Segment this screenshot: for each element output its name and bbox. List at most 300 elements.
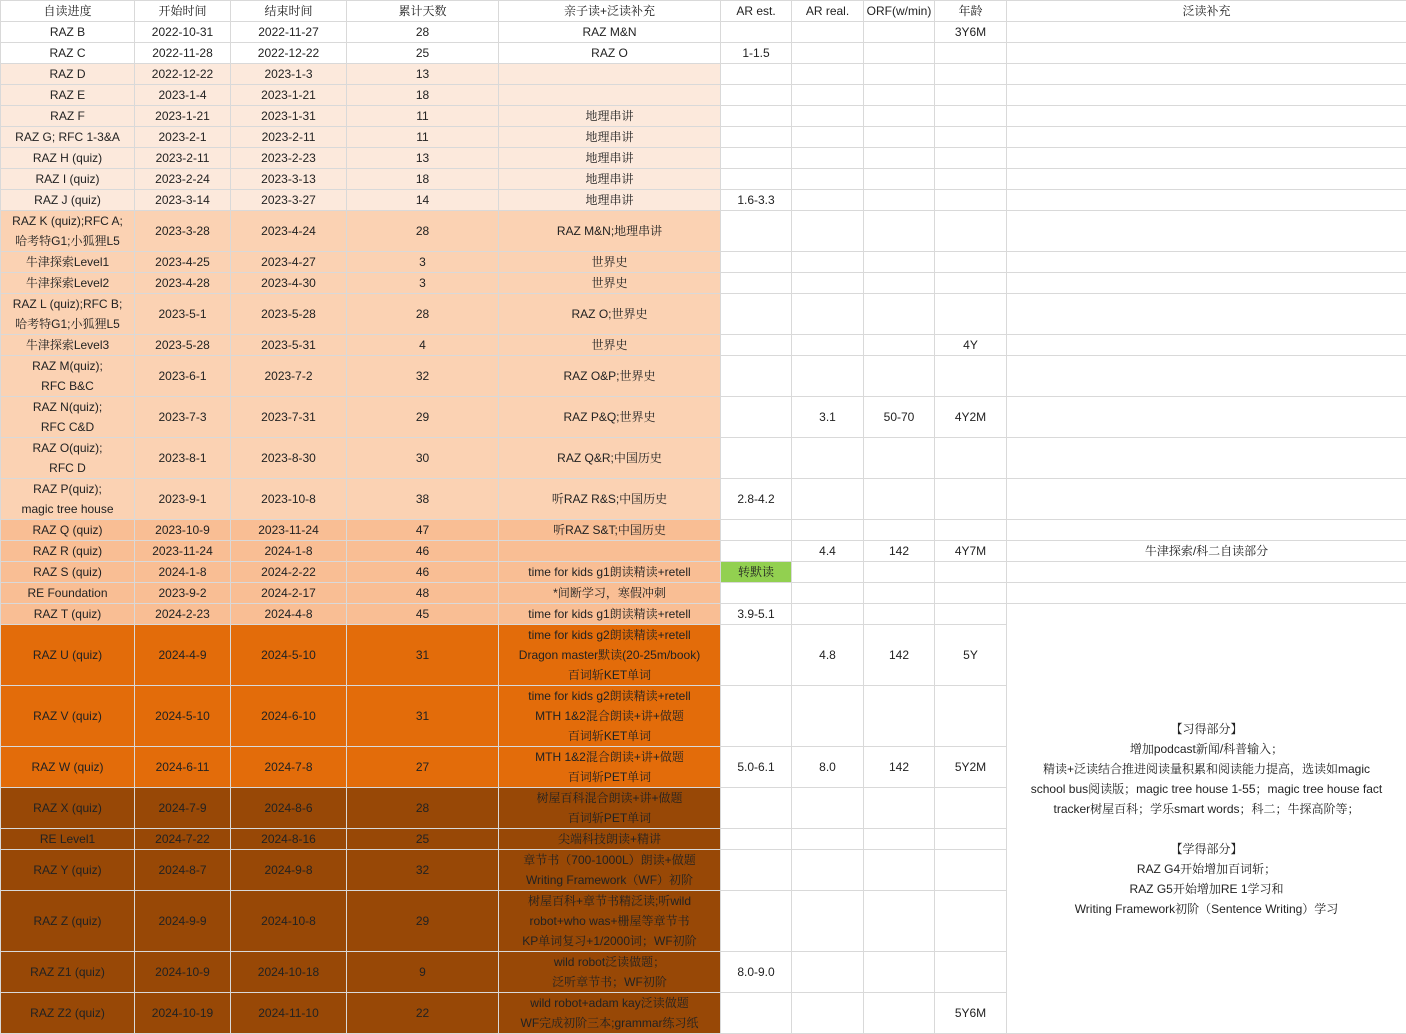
cell-orf[interactable]: 142 bbox=[864, 747, 935, 788]
cell-start[interactable]: 2023-2-24 bbox=[135, 169, 231, 190]
cell-days[interactable]: 28 bbox=[347, 294, 499, 335]
cell-extra[interactable] bbox=[1007, 273, 1406, 294]
cell-supplement[interactable]: 地理串讲 bbox=[499, 190, 721, 211]
cell-ar-real[interactable] bbox=[792, 190, 864, 211]
cell-age[interactable] bbox=[935, 788, 1007, 829]
cell-ar-real[interactable] bbox=[792, 562, 864, 583]
cell-ar-real[interactable] bbox=[792, 829, 864, 850]
cell-orf[interactable] bbox=[864, 294, 935, 335]
cell-progress[interactable]: 牛津探索Level3 bbox=[1, 335, 135, 356]
cell-progress[interactable]: RAZ Z1 (quiz) bbox=[1, 952, 135, 993]
cell-age[interactable] bbox=[935, 211, 1007, 252]
cell-start[interactable]: 2023-3-28 bbox=[135, 211, 231, 252]
cell-orf[interactable] bbox=[864, 273, 935, 294]
cell-start[interactable]: 2023-11-24 bbox=[135, 541, 231, 562]
header-cell-supplement[interactable]: 亲子读+泛读补充 bbox=[499, 1, 721, 22]
cell-ar-real[interactable] bbox=[792, 438, 864, 479]
cell-progress[interactable]: RAZ B bbox=[1, 22, 135, 43]
cell-progress[interactable]: RAZ X (quiz) bbox=[1, 788, 135, 829]
cell-supplement[interactable]: RAZ M&N;地理串讲 bbox=[499, 211, 721, 252]
cell-ar-real[interactable] bbox=[792, 356, 864, 397]
cell-end[interactable]: 2024-4-8 bbox=[231, 604, 347, 625]
cell-days[interactable]: 14 bbox=[347, 190, 499, 211]
cell-days[interactable]: 28 bbox=[347, 211, 499, 252]
cell-ar-real[interactable]: 4.4 bbox=[792, 541, 864, 562]
cell-progress[interactable]: RAZ Z2 (quiz) bbox=[1, 993, 135, 1034]
cell-days[interactable]: 29 bbox=[347, 891, 499, 952]
cell-orf[interactable] bbox=[864, 356, 935, 397]
cell-ar-est[interactable]: 8.0-9.0 bbox=[721, 952, 792, 993]
cell-extra[interactable] bbox=[1007, 85, 1406, 106]
cell-extra[interactable] bbox=[1007, 397, 1406, 438]
cell-progress[interactable]: 牛津探索Level2 bbox=[1, 273, 135, 294]
cell-days[interactable]: 11 bbox=[347, 106, 499, 127]
cell-end[interactable]: 2023-4-27 bbox=[231, 252, 347, 273]
cell-days[interactable]: 13 bbox=[347, 64, 499, 85]
cell-ar-est[interactable] bbox=[721, 148, 792, 169]
cell-orf[interactable] bbox=[864, 562, 935, 583]
cell-orf[interactable]: 50-70 bbox=[864, 397, 935, 438]
cell-orf[interactable] bbox=[864, 520, 935, 541]
cell-supplement[interactable]: RAZ O;世界史 bbox=[499, 294, 721, 335]
cell-ar-est[interactable] bbox=[721, 335, 792, 356]
cell-age[interactable] bbox=[935, 356, 1007, 397]
cell-progress[interactable]: RAZ M(quiz); RFC B&C bbox=[1, 356, 135, 397]
cell-progress[interactable]: RAZ E bbox=[1, 85, 135, 106]
cell-age[interactable] bbox=[935, 294, 1007, 335]
cell-progress[interactable]: RAZ F bbox=[1, 106, 135, 127]
cell-start[interactable]: 2024-6-11 bbox=[135, 747, 231, 788]
cell-end[interactable]: 2023-2-23 bbox=[231, 148, 347, 169]
cell-end[interactable]: 2024-5-10 bbox=[231, 625, 347, 686]
cell-ar-real[interactable]: 3.1 bbox=[792, 397, 864, 438]
cell-orf[interactable] bbox=[864, 148, 935, 169]
cell-start[interactable]: 2024-2-23 bbox=[135, 604, 231, 625]
cell-ar-real[interactable] bbox=[792, 520, 864, 541]
cell-ar-real[interactable] bbox=[792, 952, 864, 993]
cell-extra[interactable] bbox=[1007, 520, 1406, 541]
cell-days[interactable]: 3 bbox=[347, 273, 499, 294]
cell-progress[interactable]: RAZ V (quiz) bbox=[1, 686, 135, 747]
cell-progress[interactable]: RAZ G; RFC 1-3&A bbox=[1, 127, 135, 148]
cell-extra[interactable] bbox=[1007, 64, 1406, 85]
cell-ar-est[interactable] bbox=[721, 169, 792, 190]
cell-extra[interactable] bbox=[1007, 438, 1406, 479]
cell-orf[interactable] bbox=[864, 479, 935, 520]
cell-end[interactable]: 2023-4-24 bbox=[231, 211, 347, 252]
cell-progress[interactable]: RAZ U (quiz) bbox=[1, 625, 135, 686]
cell-supplement[interactable]: time for kids g2朗读精读+retell MTH 1&2混合朗读+讲+做题 百词斩KET单词 bbox=[499, 686, 721, 747]
cell-age[interactable]: 4Y7M bbox=[935, 541, 1007, 562]
cell-ar-real[interactable] bbox=[792, 64, 864, 85]
cell-start[interactable]: 2024-4-9 bbox=[135, 625, 231, 686]
cell-orf[interactable] bbox=[864, 583, 935, 604]
cell-days[interactable]: 31 bbox=[347, 686, 499, 747]
cell-progress[interactable]: RAZ P(quiz); magic tree house bbox=[1, 479, 135, 520]
cell-ar-real[interactable] bbox=[792, 127, 864, 148]
cell-days[interactable]: 9 bbox=[347, 952, 499, 993]
cell-supplement[interactable]: 地理串讲 bbox=[499, 169, 721, 190]
cell-days[interactable]: 18 bbox=[347, 85, 499, 106]
cell-orf[interactable] bbox=[864, 211, 935, 252]
cell-supplement[interactable]: 树屋百科+章节书精泛读;听wild robot+who was+栅屋等章节书 KP单词复习+1/2000词；WF初阶 bbox=[499, 891, 721, 952]
cell-supplement[interactable]: *间断学习，寒假冲刺 bbox=[499, 583, 721, 604]
cell-start[interactable]: 2022-10-31 bbox=[135, 22, 231, 43]
cell-start[interactable]: 2022-12-22 bbox=[135, 64, 231, 85]
cell-end[interactable]: 2024-6-10 bbox=[231, 686, 347, 747]
cell-ar-est[interactable]: 2.8-4.2 bbox=[721, 479, 792, 520]
cell-age[interactable] bbox=[935, 273, 1007, 294]
cell-orf[interactable] bbox=[864, 169, 935, 190]
cell-orf[interactable] bbox=[864, 106, 935, 127]
cell-start[interactable]: 2024-5-10 bbox=[135, 686, 231, 747]
cell-supplement[interactable]: wild robot泛读做题； 泛听章节书；WF初阶 bbox=[499, 952, 721, 993]
cell-ar-est[interactable] bbox=[721, 127, 792, 148]
cell-ar-est[interactable] bbox=[721, 252, 792, 273]
cell-orf[interactable]: 142 bbox=[864, 625, 935, 686]
cell-end[interactable]: 2023-7-31 bbox=[231, 397, 347, 438]
cell-progress[interactable]: 牛津探索Level1 bbox=[1, 252, 135, 273]
cell-progress[interactable]: RE Foundation bbox=[1, 583, 135, 604]
cell-ar-real[interactable]: 4.8 bbox=[792, 625, 864, 686]
cell-supplement[interactable]: time for kids g1朗读精读+retell bbox=[499, 604, 721, 625]
header-cell-days[interactable]: 累计天数 bbox=[347, 1, 499, 22]
cell-end[interactable]: 2024-10-8 bbox=[231, 891, 347, 952]
cell-ar-est[interactable] bbox=[721, 294, 792, 335]
cell-days[interactable]: 11 bbox=[347, 127, 499, 148]
cell-extra[interactable] bbox=[1007, 335, 1406, 356]
cell-age[interactable] bbox=[935, 604, 1007, 625]
cell-supplement[interactable]: 世界史 bbox=[499, 273, 721, 294]
cell-start[interactable]: 2024-7-9 bbox=[135, 788, 231, 829]
cell-start[interactable]: 2024-9-9 bbox=[135, 891, 231, 952]
cell-end[interactable]: 2023-3-13 bbox=[231, 169, 347, 190]
cell-extra[interactable] bbox=[1007, 562, 1406, 583]
cell-end[interactable]: 2024-8-16 bbox=[231, 829, 347, 850]
cell-orf[interactable] bbox=[864, 788, 935, 829]
cell-orf[interactable] bbox=[864, 43, 935, 64]
cell-supplement[interactable]: RAZ Q&R;中国历史 bbox=[499, 438, 721, 479]
cell-age[interactable] bbox=[935, 686, 1007, 747]
cell-ar-real[interactable] bbox=[792, 891, 864, 952]
cell-end[interactable]: 2023-11-24 bbox=[231, 520, 347, 541]
cell-progress[interactable]: RAZ R (quiz) bbox=[1, 541, 135, 562]
cell-days[interactable]: 22 bbox=[347, 993, 499, 1034]
cell-ar-real[interactable] bbox=[792, 148, 864, 169]
cell-supplement[interactable] bbox=[499, 64, 721, 85]
cell-orf[interactable] bbox=[864, 252, 935, 273]
cell-ar-est[interactable] bbox=[721, 520, 792, 541]
cell-orf[interactable] bbox=[864, 335, 935, 356]
cell-supplement[interactable]: 树屋百科混合朗读+讲+做题 百词斩PET单词 bbox=[499, 788, 721, 829]
cell-supplement[interactable]: 听RAZ S&T;中国历史 bbox=[499, 520, 721, 541]
cell-progress[interactable]: RAZ O(quiz); RFC D bbox=[1, 438, 135, 479]
cell-ar-est[interactable] bbox=[721, 356, 792, 397]
cell-start[interactable]: 2024-7-22 bbox=[135, 829, 231, 850]
cell-end[interactable]: 2023-2-11 bbox=[231, 127, 347, 148]
cell-start[interactable]: 2023-3-14 bbox=[135, 190, 231, 211]
cell-end[interactable]: 2024-1-8 bbox=[231, 541, 347, 562]
cell-ar-real[interactable] bbox=[792, 604, 864, 625]
cell-age[interactable] bbox=[935, 85, 1007, 106]
cell-days[interactable]: 46 bbox=[347, 541, 499, 562]
header-cell-end[interactable]: 结束时间 bbox=[231, 1, 347, 22]
cell-age[interactable] bbox=[935, 148, 1007, 169]
cell-ar-est[interactable] bbox=[721, 106, 792, 127]
header-cell-start[interactable]: 开始时间 bbox=[135, 1, 231, 22]
cell-start[interactable]: 2023-9-2 bbox=[135, 583, 231, 604]
header-cell-age[interactable]: 年龄 bbox=[935, 1, 1007, 22]
cell-supplement[interactable]: 地理串讲 bbox=[499, 148, 721, 169]
cell-end[interactable]: 2023-5-31 bbox=[231, 335, 347, 356]
cell-days[interactable]: 25 bbox=[347, 43, 499, 64]
cell-ar-real[interactable] bbox=[792, 43, 864, 64]
cell-progress[interactable]: RAZ L (quiz);RFC B; 哈考特G1;小狐狸L5 bbox=[1, 294, 135, 335]
cell-ar-real[interactable] bbox=[792, 788, 864, 829]
cell-ar-est[interactable] bbox=[721, 583, 792, 604]
cell-age[interactable] bbox=[935, 562, 1007, 583]
cell-age[interactable]: 4Y bbox=[935, 335, 1007, 356]
cell-ar-est[interactable] bbox=[721, 541, 792, 562]
cell-days[interactable]: 13 bbox=[347, 148, 499, 169]
cell-start[interactable]: 2023-4-25 bbox=[135, 252, 231, 273]
cell-start[interactable]: 2023-1-4 bbox=[135, 85, 231, 106]
cell-ar-real[interactable] bbox=[792, 686, 864, 747]
cell-end[interactable]: 2024-8-6 bbox=[231, 788, 347, 829]
cell-extra[interactable]: 牛津探索/科二自读部分 bbox=[1007, 541, 1406, 562]
cell-progress[interactable]: RAZ C bbox=[1, 43, 135, 64]
cell-ar-real[interactable] bbox=[792, 252, 864, 273]
cell-days[interactable]: 27 bbox=[347, 747, 499, 788]
cell-supplement[interactable]: RAZ P&Q;世界史 bbox=[499, 397, 721, 438]
cell-supplement[interactable]: time for kids g2朗读精读+retell Dragon master默读(20-25m/book) 百词斩KET单词 bbox=[499, 625, 721, 686]
cell-orf[interactable] bbox=[864, 829, 935, 850]
cell-ar-est[interactable] bbox=[721, 829, 792, 850]
cell-extra[interactable] bbox=[1007, 252, 1406, 273]
cell-end[interactable]: 2023-10-8 bbox=[231, 479, 347, 520]
cell-supplement[interactable] bbox=[499, 85, 721, 106]
cell-progress[interactable]: RAZ Q (quiz) bbox=[1, 520, 135, 541]
cell-ar-est[interactable] bbox=[721, 686, 792, 747]
cell-end[interactable]: 2023-1-21 bbox=[231, 85, 347, 106]
cell-ar-real[interactable] bbox=[792, 22, 864, 43]
header-cell-progress[interactable]: 自读进度 bbox=[1, 1, 135, 22]
cell-start[interactable]: 2023-1-21 bbox=[135, 106, 231, 127]
cell-start[interactable]: 2023-4-28 bbox=[135, 273, 231, 294]
cell-age[interactable]: 4Y2M bbox=[935, 397, 1007, 438]
cell-supplement[interactable]: RAZ O bbox=[499, 43, 721, 64]
cell-days[interactable]: 31 bbox=[347, 625, 499, 686]
cell-extra[interactable] bbox=[1007, 43, 1406, 64]
cell-progress[interactable]: RAZ K (quiz);RFC A; 哈考特G1;小狐狸L5 bbox=[1, 211, 135, 252]
cell-start[interactable]: 2023-5-1 bbox=[135, 294, 231, 335]
cell-ar-real[interactable] bbox=[792, 273, 864, 294]
cell-ar-est[interactable] bbox=[721, 625, 792, 686]
cell-start[interactable]: 2023-8-1 bbox=[135, 438, 231, 479]
cell-end[interactable]: 2024-9-8 bbox=[231, 850, 347, 891]
cell-supplement[interactable]: wild robot+adam kay泛读做题 WF完成初阶三本;grammar练习纸 bbox=[499, 993, 721, 1034]
cell-days[interactable]: 29 bbox=[347, 397, 499, 438]
header-cell-extra[interactable]: 泛读补充 bbox=[1007, 1, 1406, 22]
cell-progress[interactable]: RAZ T (quiz) bbox=[1, 604, 135, 625]
cell-extra[interactable] bbox=[1007, 190, 1406, 211]
cell-ar-real[interactable] bbox=[792, 850, 864, 891]
cell-orf[interactable] bbox=[864, 22, 935, 43]
cell-orf[interactable] bbox=[864, 190, 935, 211]
cell-supplement[interactable]: 地理串讲 bbox=[499, 127, 721, 148]
cell-days[interactable]: 28 bbox=[347, 22, 499, 43]
cell-ar-est[interactable] bbox=[721, 850, 792, 891]
cell-age[interactable] bbox=[935, 520, 1007, 541]
cell-days[interactable]: 38 bbox=[347, 479, 499, 520]
cell-age[interactable] bbox=[935, 252, 1007, 273]
cell-end[interactable]: 2024-2-17 bbox=[231, 583, 347, 604]
cell-days[interactable]: 25 bbox=[347, 829, 499, 850]
cell-orf[interactable] bbox=[864, 993, 935, 1034]
cell-progress[interactable]: RAZ S (quiz) bbox=[1, 562, 135, 583]
cell-extra[interactable] bbox=[1007, 294, 1406, 335]
cell-start[interactable]: 2023-5-28 bbox=[135, 335, 231, 356]
cell-progress[interactable]: RAZ J (quiz) bbox=[1, 190, 135, 211]
cell-age[interactable] bbox=[935, 952, 1007, 993]
cell-supplement[interactable]: 章节书（700-1000L）朗读+做题 Writing Framework（WF）初阶 bbox=[499, 850, 721, 891]
cell-ar-real[interactable] bbox=[792, 294, 864, 335]
cell-supplement[interactable]: 世界史 bbox=[499, 335, 721, 356]
cell-end[interactable]: 2024-7-8 bbox=[231, 747, 347, 788]
cell-days[interactable]: 32 bbox=[347, 356, 499, 397]
cell-ar-est[interactable]: 1.6-3.3 bbox=[721, 190, 792, 211]
cell-end[interactable]: 2023-3-27 bbox=[231, 190, 347, 211]
cell-ar-real[interactable]: 8.0 bbox=[792, 747, 864, 788]
cell-orf[interactable] bbox=[864, 85, 935, 106]
cell-extra[interactable] bbox=[1007, 479, 1406, 520]
cell-end[interactable]: 2022-11-27 bbox=[231, 22, 347, 43]
cell-days[interactable]: 48 bbox=[347, 583, 499, 604]
cell-ar-real[interactable] bbox=[792, 169, 864, 190]
cell-supplement[interactable]: time for kids g1朗读精读+retell bbox=[499, 562, 721, 583]
cell-progress[interactable]: RAZ W (quiz) bbox=[1, 747, 135, 788]
cell-end[interactable]: 2022-12-22 bbox=[231, 43, 347, 64]
cell-orf[interactable] bbox=[864, 604, 935, 625]
cell-start[interactable]: 2024-1-8 bbox=[135, 562, 231, 583]
cell-end[interactable]: 2023-7-2 bbox=[231, 356, 347, 397]
cell-ar-est[interactable]: 1-1.5 bbox=[721, 43, 792, 64]
header-cell-ar-est[interactable]: AR est. bbox=[721, 1, 792, 22]
cell-orf[interactable] bbox=[864, 438, 935, 479]
cell-extra[interactable] bbox=[1007, 127, 1406, 148]
cell-age[interactable] bbox=[935, 190, 1007, 211]
cell-ar-est[interactable] bbox=[721, 993, 792, 1034]
cell-start[interactable]: 2022-11-28 bbox=[135, 43, 231, 64]
cell-start[interactable]: 2023-9-1 bbox=[135, 479, 231, 520]
cell-supplement[interactable]: RAZ O&P;世界史 bbox=[499, 356, 721, 397]
cell-ar-est[interactable] bbox=[721, 211, 792, 252]
cell-progress[interactable]: RAZ N(quiz); RFC C&D bbox=[1, 397, 135, 438]
cell-end[interactable]: 2023-5-28 bbox=[231, 294, 347, 335]
cell-ar-real[interactable] bbox=[792, 106, 864, 127]
cell-progress[interactable]: RAZ I (quiz) bbox=[1, 169, 135, 190]
cell-extra[interactable] bbox=[1007, 583, 1406, 604]
cell-start[interactable]: 2023-2-1 bbox=[135, 127, 231, 148]
cell-end[interactable]: 2023-1-3 bbox=[231, 64, 347, 85]
cell-extra[interactable] bbox=[1007, 148, 1406, 169]
cell-supplement[interactable] bbox=[499, 541, 721, 562]
cell-age[interactable] bbox=[935, 479, 1007, 520]
cell-progress[interactable]: RAZ Z (quiz) bbox=[1, 891, 135, 952]
cell-ar-real[interactable] bbox=[792, 85, 864, 106]
cell-start[interactable]: 2024-8-7 bbox=[135, 850, 231, 891]
cell-progress[interactable]: RE Level1 bbox=[1, 829, 135, 850]
cell-age[interactable]: 5Y6M bbox=[935, 993, 1007, 1034]
cell-start[interactable]: 2024-10-19 bbox=[135, 993, 231, 1034]
cell-ar-est[interactable]: 5.0-6.1 bbox=[721, 747, 792, 788]
cell-end[interactable]: 2024-2-22 bbox=[231, 562, 347, 583]
cell-days[interactable]: 46 bbox=[347, 562, 499, 583]
cell-orf[interactable]: 142 bbox=[864, 541, 935, 562]
cell-days[interactable]: 32 bbox=[347, 850, 499, 891]
cell-start[interactable]: 2023-10-9 bbox=[135, 520, 231, 541]
cell-progress[interactable]: RAZ D bbox=[1, 64, 135, 85]
cell-supplement[interactable]: MTH 1&2混合朗读+讲+做题 百词斩PET单词 bbox=[499, 747, 721, 788]
cell-days[interactable]: 47 bbox=[347, 520, 499, 541]
cell-supplement[interactable]: RAZ M&N bbox=[499, 22, 721, 43]
cell-days[interactable]: 4 bbox=[347, 335, 499, 356]
cell-ar-est[interactable] bbox=[721, 273, 792, 294]
cell-ar-real[interactable] bbox=[792, 335, 864, 356]
cell-extra[interactable] bbox=[1007, 106, 1406, 127]
cell-ar-est[interactable] bbox=[721, 85, 792, 106]
cell-ar-est[interactable] bbox=[721, 788, 792, 829]
cell-days[interactable]: 28 bbox=[347, 788, 499, 829]
cell-days[interactable]: 45 bbox=[347, 604, 499, 625]
header-cell-orf[interactable]: ORF(w/min) bbox=[864, 1, 935, 22]
cell-age[interactable] bbox=[935, 829, 1007, 850]
cell-extra[interactable] bbox=[1007, 169, 1406, 190]
cell-age[interactable]: 5Y bbox=[935, 625, 1007, 686]
cell-supplement[interactable]: 地理串讲 bbox=[499, 106, 721, 127]
cell-end[interactable]: 2023-4-30 bbox=[231, 273, 347, 294]
cell-orf[interactable] bbox=[864, 64, 935, 85]
cell-ar-est[interactable] bbox=[721, 22, 792, 43]
cell-ar-est[interactable] bbox=[721, 397, 792, 438]
cell-supplement[interactable]: 尖端科技朗读+精讲 bbox=[499, 829, 721, 850]
cell-end[interactable]: 2023-1-31 bbox=[231, 106, 347, 127]
cell-age[interactable] bbox=[935, 583, 1007, 604]
cell-supplement[interactable]: 听RAZ R&S;中国历史 bbox=[499, 479, 721, 520]
cell-ar-real[interactable] bbox=[792, 211, 864, 252]
cell-ar-real[interactable] bbox=[792, 479, 864, 520]
cell-ar-real[interactable] bbox=[792, 993, 864, 1034]
cell-supplement[interactable]: 世界史 bbox=[499, 252, 721, 273]
cell-start[interactable]: 2023-6-1 bbox=[135, 356, 231, 397]
cell-age[interactable] bbox=[935, 850, 1007, 891]
cell-age[interactable] bbox=[935, 43, 1007, 64]
cell-ar-est[interactable] bbox=[721, 438, 792, 479]
cell-ar-real[interactable] bbox=[792, 583, 864, 604]
cell-age[interactable]: 5Y2M bbox=[935, 747, 1007, 788]
cell-end[interactable]: 2024-11-10 bbox=[231, 993, 347, 1034]
cell-start[interactable]: 2023-7-3 bbox=[135, 397, 231, 438]
cell-orf[interactable] bbox=[864, 952, 935, 993]
cell-ar-est[interactable]: 转默读 bbox=[721, 562, 792, 583]
cell-age[interactable] bbox=[935, 106, 1007, 127]
cell-days[interactable]: 30 bbox=[347, 438, 499, 479]
cell-orf[interactable] bbox=[864, 850, 935, 891]
cell-age[interactable] bbox=[935, 438, 1007, 479]
cell-ar-est[interactable]: 3.9-5.1 bbox=[721, 604, 792, 625]
cell-age[interactable] bbox=[935, 891, 1007, 952]
cell-extra-notes[interactable]: 【习得部分】 增加podcast新闻/科普输入； 精读+泛读结合推进阅读量积累和阅读能力提高，选读如magic school bus阅读版；magic tree house 1-55；magic tree house fact tracker树屋百科；学乐smart words；科二；牛探高阶等； 【学得部分】 RAZ G4开始增加百词斩； RAZ G5开始增加RE 1学习和 Writing Framework初阶（Sentence Writing）学习 bbox=[1007, 604, 1406, 1034]
